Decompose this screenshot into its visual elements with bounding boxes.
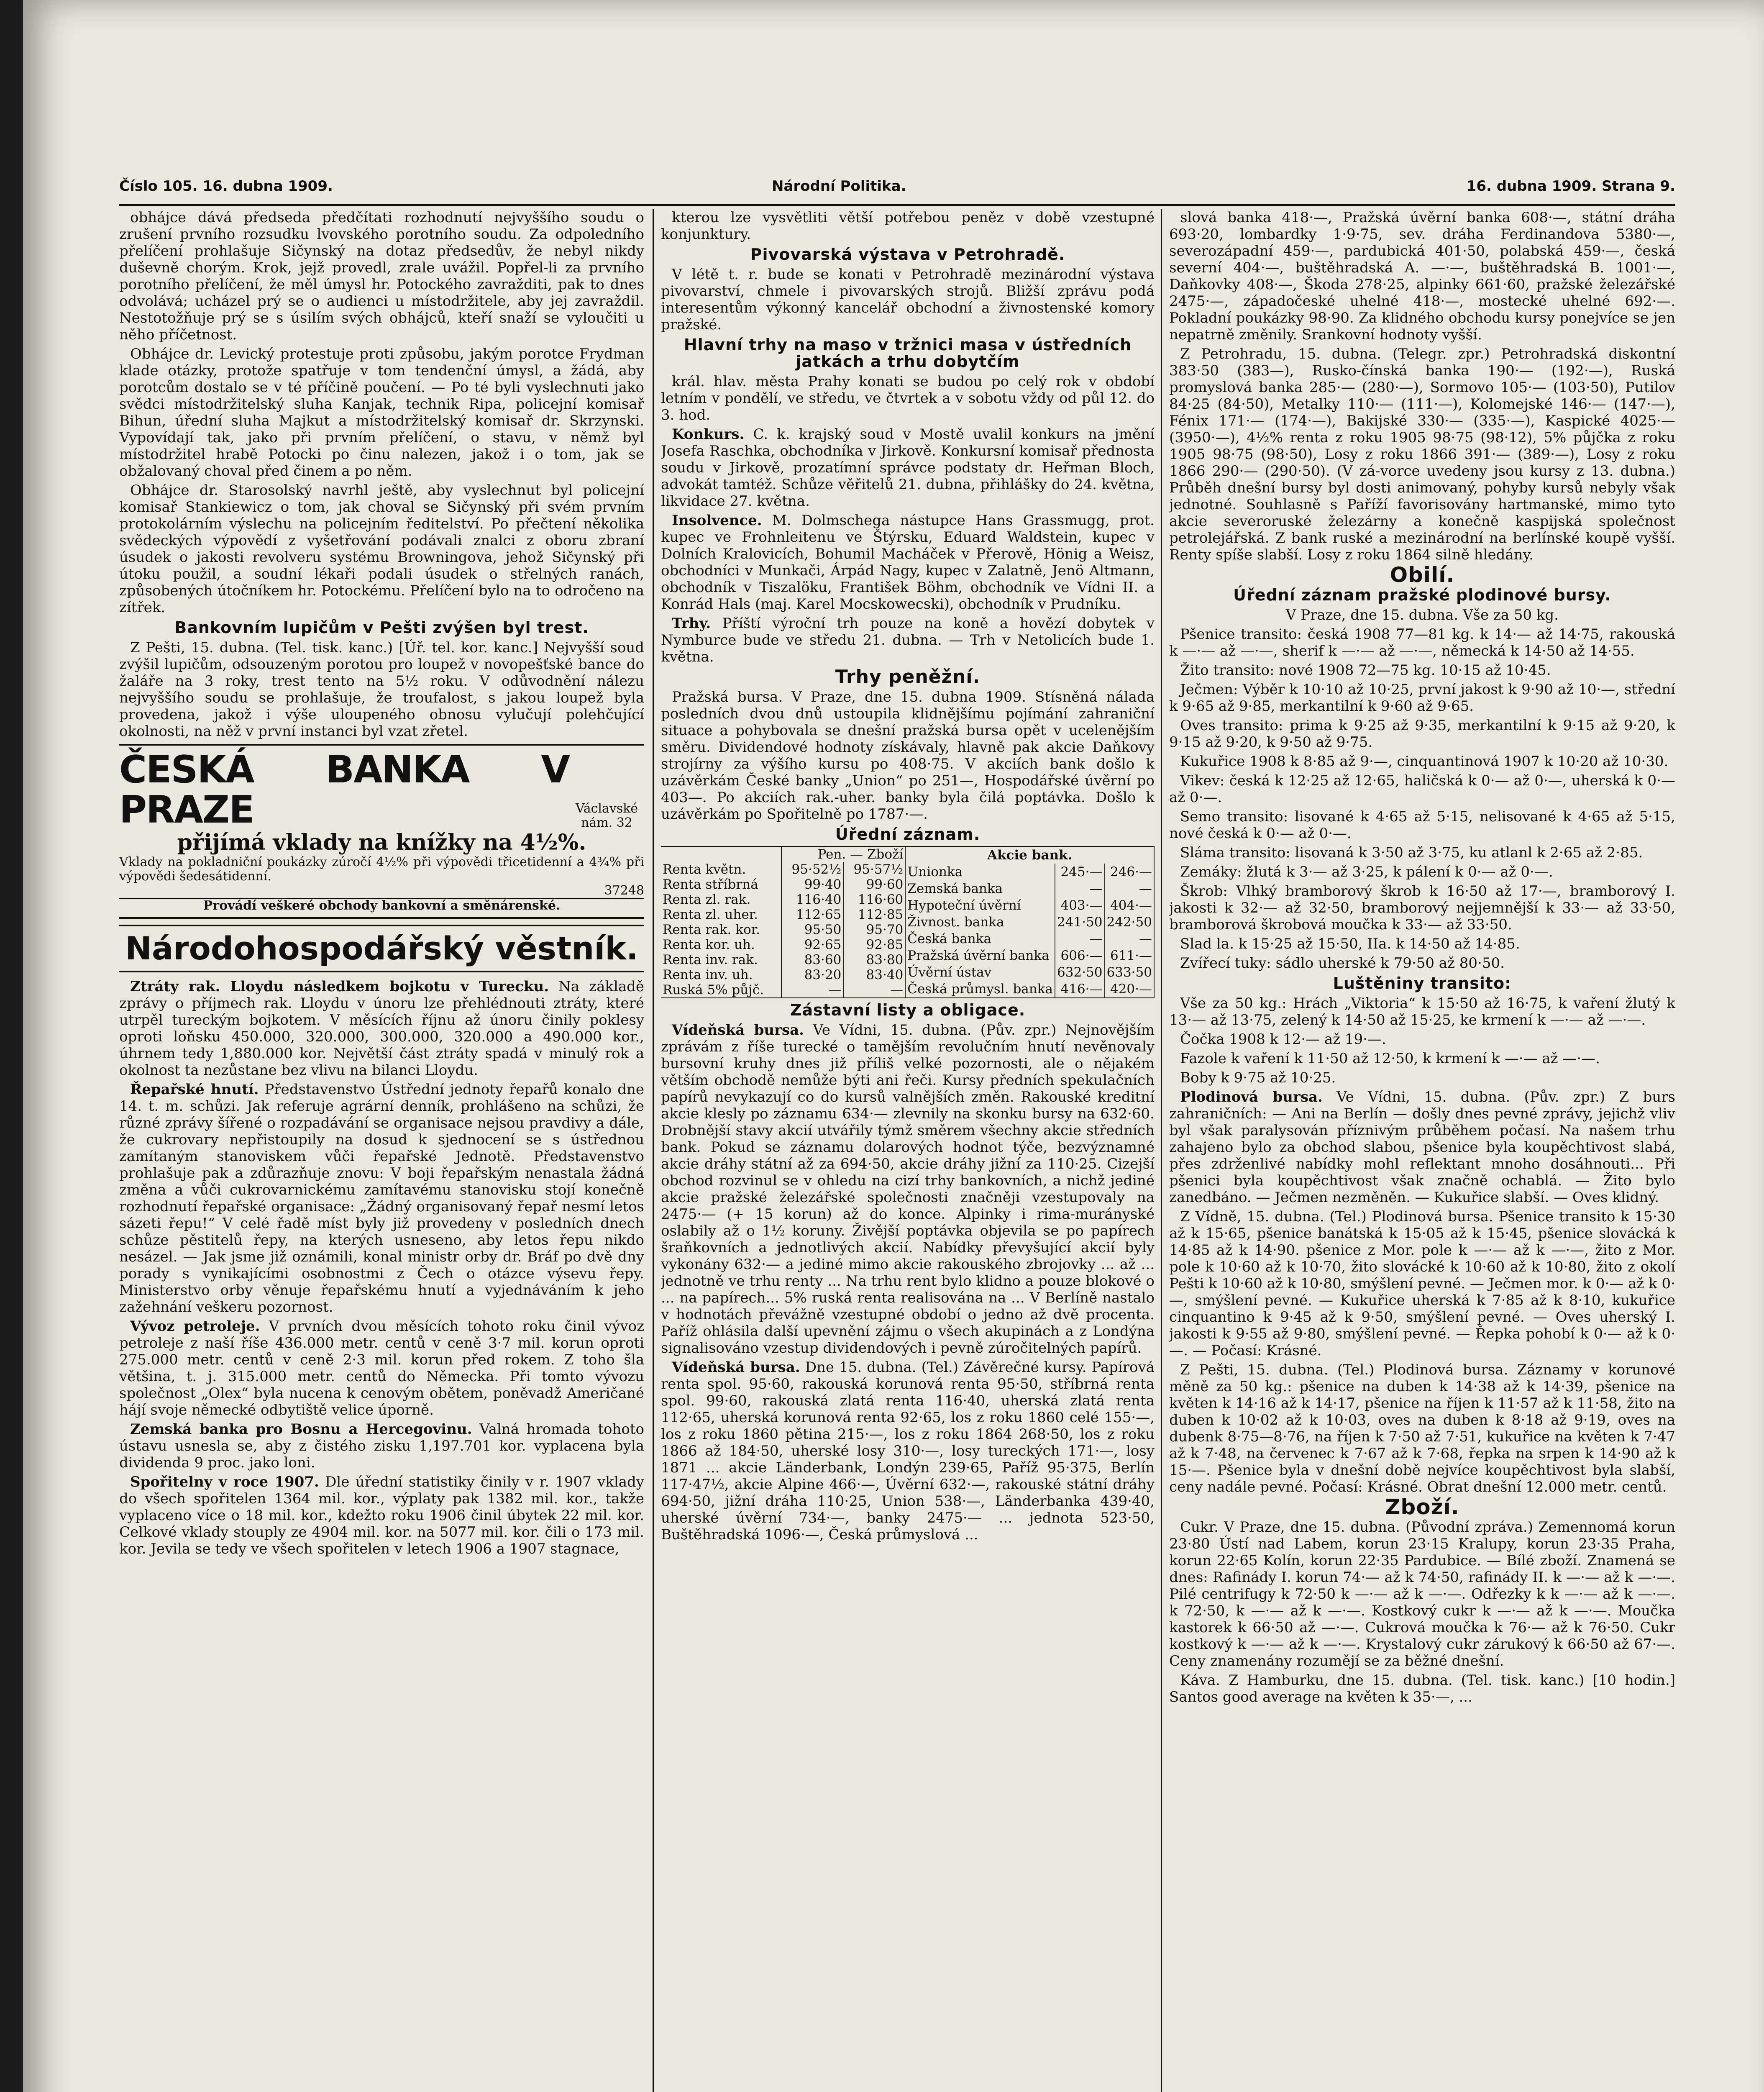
article-heading: Řepařské hnutí. <box>130 1081 259 1098</box>
table-row <box>661 967 905 982</box>
quote-line: Boby k 9·75 až 10·25. <box>1180 1069 1336 1086</box>
security-name: Renta zl. rak. <box>661 892 781 907</box>
article-paragraph: Ve Vídni, 15. dubna. (Pův. zpr.) Nejnovějším zprávám z říše turecké o tamějším revolučním hnutí nevěnovaly bursovní kruhy dnes již příliš velké pozornosti, ale o nějakém větším obchodě nemůže býti ani řeči. Kursy předních spekulačních papírů nevykazují co do kursů valnějších změn. Rakouské kreditní akcie klesly po záznamu 634·— zlevnily na skonku bursy na 632·60. Drobnější stavy akcií utvářily týmž směrem všechny akcie středních bank. Pokud se záznamu dolarových hodnot týče, bezvýznamné akcie dráhy státní až za 694·50, akcie dráhy jižní za 110·25. Cizejší obchod rozvinul se v ohledu na cizí trhy bankovních, a nichž jediné akcie pražské železářské společnosti značněji vzestupovaly na 2475·— (+ 15 korun) až do konce. Alpinky i rima-murányské oslabily až o 1½ koruny. Živější poptávka objevila se po papírech šraňkovních a jednotlivých akcií. Nabídky převyšující akcií byly vykonány 632·— a jediné mimo akcie rakouského zbrojovky ... až ... jednotně ve trhu renty ... Na trhu rent bylo klidno a pouze blokové o ... na papírech... 5% ruská renta realisována na ... V Berlíně nastalo v hodnotách převážně vzestupné období o jedno až dvě procenta. Paříž ohlásila další upevnění zájmu o všech akupinách a z Londýna signalisováno vzestup dividendových i pevně zúročitelných papírů. <box>661 1022 1155 1356</box>
article-paragraph: V Praze, dne 15. dubna. Vše za 50 kg. <box>1285 607 1559 623</box>
security-name: Renta stříbrná <box>661 877 781 892</box>
ask-price: 246·— <box>1105 864 1154 880</box>
security-name: Pražská úvěrní banka <box>906 947 1055 964</box>
ask-price: — <box>1105 880 1154 897</box>
table-row <box>661 907 905 922</box>
bid-price: — <box>1055 880 1104 897</box>
ask-price: 116·60 <box>843 892 905 907</box>
article-heading: Úřední záznam pražské plodinové bursy. <box>1233 586 1611 604</box>
ask-price: 611·— <box>1105 947 1154 964</box>
article-heading: Ztráty rak. Lloydu následkem bojkotu v Turecku. <box>130 978 549 995</box>
bid-price: 95·52½ <box>781 862 843 877</box>
column-rule-1 <box>653 209 654 2092</box>
header-issue-date: Číslo 105. 16. dubna 1909. <box>119 178 333 195</box>
table-row <box>661 862 905 877</box>
bid-price: 95·50 <box>781 922 843 937</box>
security-name: Česká průmysl. banka <box>906 981 1055 997</box>
table-row <box>906 864 1154 880</box>
header-masthead: Národní Politika. <box>772 178 906 195</box>
ad-bank-name: ČESKÁ BANKA V PRAZE <box>119 748 569 832</box>
bid-price: — <box>781 982 843 997</box>
bid-price: 245·— <box>1055 864 1104 880</box>
section-title-money-markets: Trhy peněžní. <box>835 666 981 687</box>
article-paragraph: Káva. Z Hamburku, dne 15. dubna. (Tel. tisk. kanc.) [10 hodin.] Santos good average na květen k 35·—, ... <box>1169 1672 1675 1705</box>
article-paragraph: kterou lze vysvětliti větší potřebou peněz v době vzestupné konjunktury. <box>661 209 1155 243</box>
quote-line: Vikev: česká k 12·25 až 12·65, haličská k 0·— až 0·—, uherská k 0·— až 0·—. <box>1169 772 1675 806</box>
article-heading: Spořitelny v roce 1907. <box>130 1474 319 1490</box>
security-name: Renta inv. uh. <box>661 967 781 982</box>
table-row <box>906 964 1154 981</box>
article-paragraph: C. k. krajský soud v Mostě uvalil konkurs na jmění Josefa Raschka, obchodníka v Jirkově. Konkursní komisař přednosta soudu v Jirkově, prozatímní správce podstaty dr. Heřman Bloch, advokát tamtéž. Schůze věřitelů 21. dubna, přihlášky do 24. května, likvidace 27. května. <box>661 426 1155 510</box>
article-paragraph: Z Vídně, 15. dubna. (Tel.) Plodinová bursa. Pšenice transito k 15·30 až k 15·65, pšenice banátská k 15·05 až k 15·45, pšenice slovácká k 14·85 až k 14·90. pšenice z Mor. pole k —·— až k —·—, žito z Mor. pole k 10·60 až k 10·70, žito slovácké k 10·60 až k 10·80, žito z okolí Pešti k 10·60 až k 10·80, smýšlení pevné. — Ječmen mor. k 0·— až k 0·—, smýšlení pevné. — Kukuřice uherská k 7·85 až k 8·10, kukuřice cinquantino k 9·45 až k 9·50, smýšlení pevné. — Oves uherský I. jakosti k 9·55 až 9·80, smýšlení pevné. — Řepka pohobí k 0·— až k 0·—. — Počasí: Krásné. <box>1169 1208 1675 1359</box>
quote-line: Ječmen: Výběr k 10·10 až 10·25, první jakost k 9·90 až 10·—, střední k 9·65 až 9·85, merkantilní k 9·60 až 9·65. <box>1169 681 1675 715</box>
column-2 <box>661 209 1155 2092</box>
article-heading: Hlavní trhy na maso v tržnici masa v ústředních jatkách a trhu dobytčím <box>684 336 1132 371</box>
ask-price: 83·40 <box>843 967 905 982</box>
article-paragraph: Z Pešti, 15. dubna. (Tel. tisk. kanc.) [Úř. tel. kor. kanc.] Nejvyšší soud zvýšil lupičům, odsouzeným porotou pro loupež v novopešťské bance do žaláře na 3 roky, trest tento na 5½ roku. V odůvodnění nálezu nejvyššího soudu se prohlašuje, že troufalost, s jakou loupež byla provedena, jakož i výše uloupeného obnosu vylučují polehčující okolnosti, na něž v první instanci byl vzat zřetel. <box>119 639 644 740</box>
bid-price: 92·65 <box>781 937 843 952</box>
ad-footer: Provádí veškeré obchody bankovní a směnárenské. <box>119 898 644 913</box>
bid-price: 83·60 <box>781 952 843 967</box>
header-rule <box>119 204 1675 206</box>
rates-table-right <box>906 847 1155 997</box>
table-row <box>906 897 1154 914</box>
ask-price: — <box>1105 931 1154 947</box>
security-name: Hypoteční úvěrní <box>906 897 1055 914</box>
article-heading: Zemská banka pro Bosnu a Hercegovinu. <box>130 1421 472 1438</box>
security-name: Renta inv. rak. <box>661 952 781 967</box>
bid-price: 403·— <box>1055 897 1104 914</box>
security-name: Renta zl. uher. <box>661 907 781 922</box>
ask-price: 95·70 <box>843 922 905 937</box>
ask-price: 92·85 <box>843 937 905 952</box>
ask-price: 83·80 <box>843 952 905 967</box>
security-name: Renta kor. uh. <box>661 937 781 952</box>
ask-price: — <box>843 982 905 997</box>
ask-price: 242·50 <box>1105 914 1154 931</box>
article-heading: Zástavní listy a obligace. <box>790 1001 1026 1019</box>
rates-table-left <box>661 847 906 997</box>
bid-price: 112·65 <box>781 907 843 922</box>
quote-line: Slad la. k 15·25 až 15·50, IIa. k 14·50 až 14·85. <box>1180 936 1520 952</box>
security-name: Renta rak. kor. <box>661 922 781 937</box>
article-paragraph: Ve Vídni, 15. dubna. (Pův. zpr.) Z burs zahraničních: — Ani na Berlín — došly dnes pevné zprávy, jejichž vliv byl však paralysován příznivým průběhem počasí. Na našem trhu zahajeno bylo za obchod slabou, pšenice byla koupěchtivost slabá, přes zdrženlivé nabídky mohl reflektant mnoho dosáhnouti... Při pšenici byla koupěchtivost však značně ochablá. — Žito bylo zanedbáno. — Ječmen nezměněn. — Kukuřice slabší. — Oves klidný. <box>1169 1089 1675 1206</box>
column-1 <box>119 209 644 2092</box>
quote-line: Vše za 50 kg.: Hrách „Viktoria“ k 15·50 až 16·75, k vaření žlutý k 13·— až 13·75, zelený k 14·50 až 15·25, ke krmení k —·— až —·—. <box>1169 995 1675 1028</box>
quote-line: Oves transito: prima k 9·25 až 9·35, merkantilní k 9·15 až 9·20, k 9·15 až 9·20, k 9·50 až 9·75. <box>1169 717 1675 751</box>
article-paragraph: Obhájce dr. Starosolský navrhl ještě, aby vyslechnut byl policejní komisař Stankiewicz o tom, jak choval se Sičynský při svém prvním protokolárním výslechu na policejním ředitelství. Po přečtení několika svědeckých výpovědí z vyšetřování podávali znalci z oboru zbraní úsudek o jakosti revolveru systému Browningova, jehož Sičynský při útoku použil, a soudní lékaři podali úsudek o střelných ranách, způsobených útočníkem hr. Potockému. Přelíčení bylo na to odročeno na zítřek. <box>119 482 644 616</box>
security-name: Renta květn. <box>661 862 781 877</box>
article-heading: Luštěniny transito: <box>1333 974 1512 992</box>
article-heading: Plodinová bursa. <box>1180 1089 1323 1105</box>
quote-line: Sláma transito: lisovaná k 3·50 až 3·75, ku atlanl k 2·65 až 2·85. <box>1180 844 1643 861</box>
article-paragraph: V létě t. r. bude se konati v Petrohradě mezinárodní výstava pivovarství, chmele i pivovarských strojů. Bližší zprávu podá interesentům výkonný kancelář obchodní a živnostenské komory pražské. <box>661 266 1155 333</box>
table-row <box>906 880 1154 897</box>
section-title-goods: Zboží. <box>1385 1495 1459 1519</box>
security-name: Úvěrní ústav <box>906 964 1055 981</box>
article-paragraph: Z Petrohradu, 15. dubna. (Telegr. zpr.) Petrohradská diskontní 383·50 (383—), Rusko-čínská banka 190·— (192·—), Ruská promyslová banka 285·— (280·—), Sormovo 105·— (103·50), Putilov 84·25 (84·50), Metalky 110·— (111·—), Kolomejské 146·— (147·—), Fénix 171·— (174·—), Bakijské 330·— (335·—), Kaspické 4025·— (3950·—), 4½% renta z roku 1905 98·75 (98·12), 5% půjčka z roku 1905 98·75 (98·50), Losy z roku 1866 391·— (389·—), Losy z roku 1866 290·— (290·50). (V zá-vorce uvedeny jsou kursy z 13. dubna.) Průběh dnešní bursy byl dosti animovaný, pohyby kursů nebyly však jednotné. Souhlasně s Paříží favorisovány hartmanské, mimo tyto akcie severoruské železárny a konečně kaspijská společnost petrolejářská. Z bank ruské a mezinárodní na berlínské koupě vyšší. Renty spíše slabší. Losy z roku 1864 silně hledány. <box>1169 346 1675 563</box>
bid-price: 116·40 <box>781 892 843 907</box>
table-header: Pen. — Zboží <box>781 847 905 862</box>
table-row <box>906 931 1154 947</box>
quote-line: Žito transito: nové 1908 72—75 kg. 10·15 až 10·45. <box>1180 662 1551 679</box>
security-name: Ruská 5% půjč. <box>661 982 781 997</box>
bid-price: 99·40 <box>781 877 843 892</box>
bid-price: 606·— <box>1055 947 1104 964</box>
bid-price: 83·20 <box>781 967 843 982</box>
article-paragraph: Dne 15. dubna. (Tel.) Závěrečné kursy. Papírová renta spol. 95·60, rakouská korunová renta 95·50, stříbrná renta spol. 99·60, rakouská zlatá renta 116·40, uherská zlatá renta 112·65, uherská korunová renta 92·65, los z roku 1860 celé 155·—, los z roku 1860 pětina 215·—, los z roku 1864 268·50, los z roku 1866 až 184·50, uherské losy 310·—, losy tureckých 171·—, losy 1871 ... akcie Länderbank, Londýn 239·65, Paříž 95·375, Berlín 117·47½, akcie Alpine 466·—, Úvěrní 632·—, rakouské státní dráhy 694·50, jižní dráha 110·25, Union 538·—, Länderbanka 439·40, uherské úvěrní 734·—, banky 2475·— ... jednota 523·50, Buštěhradská 1096·—, Česká průmyslová ... <box>661 1359 1155 1543</box>
official-quotes-table <box>661 846 1155 998</box>
table-row <box>906 914 1154 931</box>
ask-price: 95·57½ <box>843 862 905 877</box>
table-row <box>661 922 905 937</box>
quote-line: Pšenice transito: česká 1908 77—81 kg. k 14·— až 14·75, rakouská k —·— až —·—, sherif k —·— až —·—, německá k 14·50 až 14·55. <box>1169 626 1675 659</box>
security-name: Živnost. banka <box>906 914 1055 931</box>
security-name: Česká banka <box>906 931 1055 947</box>
ad-code: 37248 <box>604 883 644 898</box>
article-paragraph: Příští výroční trh pouze na koně a hovězí dobytek v Nymburce bude ve středu 21. dubna. — Trh v Netolicích bude 1. května. <box>661 615 1155 665</box>
ad-text: Vklady na pokladniční poukázky zúročí 4½% při výpovědi třicetidenní a 4¾% při výpovědi šedesátidenní. <box>119 855 644 884</box>
table-row <box>661 892 905 907</box>
quote-line: Kukuřice 1908 k 8·85 až 9·—, cinquantinová 1907 k 10·20 až 10·30. <box>1180 753 1669 770</box>
security-name: Unionka <box>906 864 1055 880</box>
running-head <box>119 174 1675 203</box>
article-paragraph: Na základě zprávy o příjmech rak. Lloydu v únoru lze přehlédnouti ztráty, které utrpěl tureckým bojkotem. V měsících říjnu až únoru činily poklesy oproti loňsku 450.000, 320.000, 300.000, 320.000 a 490.000 kor., úhrnem tedy 1,880.000 kor. Největší část ztráty spadá v minulý rok a okolnost ta nezůstane bez vlivu na bilanci Lloydu. <box>119 978 644 1079</box>
ad-address: Václavské nám. 32 <box>575 801 638 830</box>
article-paragraph: V prvních dvou měsících tohoto roku činil vývoz petroleje z naší říše 436.000 metr. centů v ceně 3·7 mil. korun oproti 275.000 metr. centů v ceně 2·3 mil. korun před rokem. Z toho šla většina, t. j. 315.000 metr. centů do Německa. Při tomto vývozu společnost „Olex“ byla nucena k cenovým obětem, poněvadž Američané hájí svoje německé odbytiště velice úporně. <box>119 1318 644 1418</box>
table-row <box>906 981 1154 997</box>
table-row <box>661 877 905 892</box>
section-title-economy: Národohospodářský věstník. <box>119 925 644 972</box>
header-page-number: 16. dubna 1909. Strana 9. <box>1466 178 1675 195</box>
article-paragraph: Valná hromada tohoto ústavu usnesla se, aby z čistého zisku 1,197.701 kor. vyplacena byla dividenda 9 proc. jako loni. <box>119 1421 644 1471</box>
article-paragraph: král. hlav. města Prahy konati se budou po celý rok v období letním v pondělí, ve středu, ve čtvrtek a v sobotu vždy od půl 12. do 3. hod. <box>661 373 1155 423</box>
ask-price: 633·50 <box>1105 964 1154 981</box>
bank-advertisement <box>119 744 644 919</box>
article-heading: Vývoz petroleje. <box>130 1318 260 1335</box>
bid-price: 416·— <box>1055 981 1104 997</box>
table-row <box>661 952 905 967</box>
article-paragraph: Obhájce dr. Levický protestuje proti způsobu, jakým porotce Frydman klade otázky, protože spatřuje v tom tendenční úmysl, a žádá, aby porotcům dostalo se v té příčině poučení. — Po té byli vyslechnuti jako svědci místodržitelský sluha Kanjak, technik Ripa, policejní komisař Bihun, úřední sluha Majkut a místodržitelský komisař dr. Skrzynski. Vypovídají tak, jako při prvním přelíčení, o stavu, v němž byl místodržitel hrabě Potocki po činu nalezen, jakož i o tom, jak se obžalovaný choval před činem a po něm. <box>119 346 644 479</box>
ask-price: 112·85 <box>843 907 905 922</box>
column-3 <box>1169 209 1675 2092</box>
ask-price: 404·— <box>1105 897 1154 914</box>
quote-line: Čočka 1908 k 12·— až 19·—. <box>1180 1031 1386 1048</box>
quote-line: Zemáky: žlutá k 3·— až 3·25, k pálení k 0·— až 0·—. <box>1180 864 1553 880</box>
quote-line: Škrob: Vlhký bramborový škrob k 16·50 až 17·—, bramborový I. jakosti k 32·— až 32·50, bramborový nejjemnější k 33·— až 33·50, bramborová škrobová moučka k 33·— až 33·50. <box>1169 883 1675 933</box>
section-title-grain: Obilí. <box>1390 563 1455 587</box>
table-row <box>661 937 905 952</box>
quote-line: Semo transito: lisované k 4·65 až 5·15, nelisované k 4·65 až 5·15, nové česká k 0·— až 0·—. <box>1169 808 1675 842</box>
article-paragraph: Dle úřední statistiky činily v r. 1907 vklady do všech spořitelen 1364 mil. kor., výplaty pak 1382 mil. kor., takže vyplaceno více o 18 mil. kor., kdežto roku 1906 činil úbytek 22 mil. kor. Celkové vklady stouply ze 4904 mil. kor. na 5077 mil. kor. čili o 173 mil. kor. Jevila se tedy ve všech spořitelen v letech 1906 a 1907 stagnace, <box>119 1474 644 1557</box>
article-paragraph: slová banka 418·—, Pražská úvěrní banka 608·—, státní dráha 693·20, lombardky 1·9·75, sev. dráha Ferdinandova 5380·—, severozápadní 459·—, pardubická 401·50, polabská 459·—, česká severní 404·—, buštěhradská A. —·—, buštěhradská B. 1001·—, Daňkovky 408·—, Škoda 278·25, alpinky 661·60, pražské železářské 2475·—, západočeské uhelné 418·—, mostecké uhelné 692·—. Pokladní poukázky 98·90. Za klidného obchodu kursy ponejvíce se jen nepatrně změnily. Srankovní hodnoty vyšší. <box>1169 209 1675 343</box>
bid-price: 632·50 <box>1055 964 1104 981</box>
table-row <box>906 947 1154 964</box>
ask-price: 99·60 <box>843 877 905 892</box>
bid-price: — <box>1055 931 1104 947</box>
article-heading: Insolvence. <box>672 512 762 529</box>
article-paragraph: obhájce dává předseda předčítati rozhodnutí nejvyššího soudu o zrušení prvního rozsudku lvovského porotního soudu. Za odpoledního přelíčení prohlašuje Sičynský na dotaz předsedův, že nebyl nikdy duševně chorým. Krok, jejž provedl, zrale uvážil. Popřel-li za prvního porotního přelíčení, že měl úmysl hr. Potockého zavražditi, pak to dnes odvolává; ucházel prý se o audienci u místodržitele, aby jej zavraždil. Nestotožňuje prý se s úsilím svých obhájců, kteří snaží se vyloučiti u něho příčetnost. <box>119 209 644 343</box>
article-paragraph: Z Pešti, 15. dubna. (Tel.) Plodinová bursa. Záznamy v korunové měně za 50 kg.: pšenice na duben k 14·38 až k 14·39, pšenice na květen k 14·16 až k 14·17, pšenice na říjen k 11·57 až k 11·58, žito na duben k 10·02 až k 10·03, oves na duben k 8·18 až 9·19, oves na dubenk 8·75—8·76, na říjen k 7·50 až 7·51, kukuřice na květen k 7·47 až k 7·48, na červenec k 7·67 až k 7·68, řepka na srpen k 14·90 až k 15·—. Pšenice byla v dnešní době nejvíce koupěchtivost byla slabší, ceny nadále pevné. Počasí: Krásné. Obrat dnešní 12.000 metr. centů. <box>1169 1361 1675 1495</box>
article-heading: Trhy. <box>672 615 711 632</box>
security-name: Zemská banka <box>906 880 1055 897</box>
ad-slogan: přijímá vklady na knížky na 4½%. <box>177 830 586 855</box>
column-rule-2 <box>1161 209 1162 2092</box>
article-heading: Pivovarská výstava v Petrohradě. <box>750 245 1065 264</box>
article-paragraph: Představenstvo Ústřední jednoty řepařů konalo dne 14. t. m. schůzi. Jak referuje agrární denník, prohlášeno na schůzi, že různé zprávy šířené o rozpadávání se organisace nejsou pravdivy a dále, že cukrovary nepřistoupily na dosud k sjednocení se s ústřednou zamítaným stanoviskem vůči řepařské Jednotě. Představenstvo prohlašuje pak a zdůrazňuje znovu: V boji řepařským nenastala žádná změna a vůči cukrovarnickému zamítavému stanovisku stojí konečně rozhodnutí řepařské organisace: „Žádný organisovaný řepař nesmí letos sázeti řepu!“ V celé řadě míst byly již provedeny v posledních dnech schůze pěstitelů řepy, na kterých usneseno, aby letos řepu nikdo nesázel. — Jak jsme již oznámili, konal ministr orby dr. Bráf po dvě dny porady s vynikajícími osobnostmi z Čech o otázce výsevu řepy. Ministerstvo orby věnuje řepařskému hnutí a vyjednáváním k jeho zažehnání veškeru pozornost. <box>119 1081 644 1315</box>
newspaper-page <box>23 0 1764 2092</box>
ask-price: 420·— <box>1105 981 1154 997</box>
article-heading: Vídeňská bursa. <box>672 1359 800 1376</box>
article-heading: Vídeňská bursa. <box>672 1022 804 1038</box>
table-title: Úřední záznam. <box>835 825 981 843</box>
article-heading: Bankovním lupičům v Pešti zvýšen byl trest. <box>174 618 589 637</box>
table-header: Akcie bank. <box>906 847 1154 864</box>
bid-price: 241·50 <box>1055 914 1104 931</box>
article-heading: Konkurs. <box>672 426 745 443</box>
quote-line: Zvířecí tuky: sádlo uherské k 79·50 až 80·50. <box>1180 955 1505 972</box>
quote-line: Fazole k vaření k 11·50 až 12·50, k krmení k —·— až —·—. <box>1180 1050 1600 1067</box>
article-paragraph: M. Dolmschega nástupce Hans Grassmugg, prot. kupec ve Frohnleitenu ve Štýrsku, Eduard Waldstein, kupec v Dolních Kralovicích, Bohumil Macháček v Přerově, Hönig a Weisz, obchodníci v Munkači, Árpád Nagy, kupec v Zalatně, Jenö Altmann, obchodník v Tiszalöku, František Böhm, obchodník ve Vídni II. a Konrád Hals (maj. Karel Mocskowecski), obchodník v Prudníku. <box>661 512 1155 613</box>
article-paragraph: Cukr. V Praze, dne 15. dubna. (Původní zpráva.) Zemennomá korun 23·80 Ústí nad Labem, korun 23·15 Kralupy, korun 23·35 Praha, korun 22·65 Kolín, korun 22·35 Pardubice. — Bílé zboží. Znamená se dnes: Rafinády I. korun 74·— až k 74·50, rafinády II. k —·— až k —·—. Pilé centrifugy k 72·50 k —·— až k —·—. Odřezky k k —·— až k —·—. k 72·50, k —·— až k —·—. Kostkový cukr k —·— až k —·—. Moučka kastorek k 66·50 až —·—. Cukrová moučka k 76·— až k 76·50. Cukr kostkový k —·— až k —·—. Krystalový cukr zárukový k 66·50 až 67·—. Ceny znamenány rozumějí se za běžné dnešní. <box>1169 1519 1675 1669</box>
table-row <box>661 982 905 997</box>
article-paragraph: Pražská bursa. V Praze, dne 15. dubna 1909. Stísněná nálada posledních dvou dnů ustoupila klidnějšímu pojímání zahraniční situace a pohybovala se dnešní pražská bursa opět v ucelenějším směru. Dividendové hodnoty získávaly, hlavně pak akcie Daňkovy strojírny za výšího kursu po 408·75. V akciích bank došlo k uzávěrkám České banky „Union“ po 251—, Hospodářské úvěrní po 403—. Po akciích rak.-uher. banky byla čilá poptávka. Došlo k uzávěrkám po Spořitelně po 1787·—. <box>661 689 1155 823</box>
